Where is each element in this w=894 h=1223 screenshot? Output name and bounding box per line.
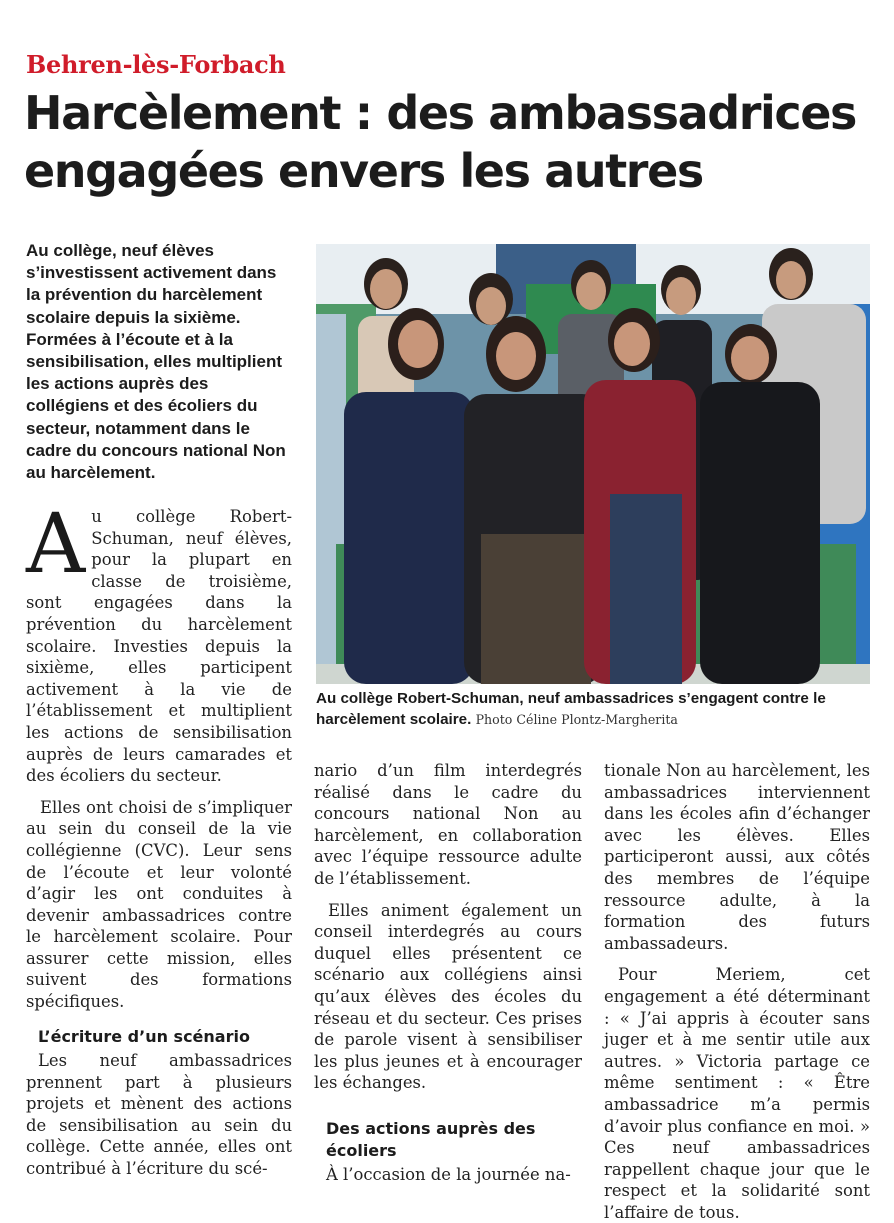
body-paragraph: tionale Non au harcèlement, les ambassadrices interviennent dans les écoles afin d’échanger avec les élèves. Elles participeront aussi, aux côtés des membres de l’équipe ressource adulte, à la formation des futurs ambassadeurs. — [604, 761, 870, 953]
group-photo-illustration — [316, 244, 870, 684]
body-paragraph: nario d’un film interdegrés réalisé dans le cadre du concours national Non au harcèlement, en collaboration avec l’équipe ressource adulte de l’établissement. — [314, 761, 582, 888]
caption-text: Au collège Robert-Schuman, neuf ambassadrices s’engagent contre le harcèlement scolaire. — [316, 690, 826, 728]
photo-caption — [316, 688, 876, 730]
body-column-2 — [314, 760, 582, 1094]
subhead-actions: Des actions auprès des écoliers — [326, 1119, 536, 1160]
article-kicker: Behren-lès-Forbach — [26, 50, 286, 79]
body-column-2-bottom — [314, 1164, 582, 1186]
body-paragraph: Les neuf ambassadrices prennent part à plusieurs projets et mènent des actions de sensibilisation au sein du collège. Cette année, elles ont contribué à l’écriture du scé- — [26, 1051, 292, 1178]
article-lede: Au collège, neuf élèves s’investissent activement dans la prévention du harcèlement scolaire depuis la sixième. Formées à l’écoute et à la sensibilisation, elles multiplient les actions auprès des collégiens et des écoliers du secteur, notamment dans le cadre du concours national Non au harcèlement. — [26, 241, 286, 483]
article-headline: Harcèlement : des ambassadrices engagées envers les autres — [24, 86, 857, 198]
body-paragraph: Elles animent également un conseil interdegrés au cours duquel elles présentent ce scénario aux collégiens ainsi qu’aux élèves des écoles du réseau et du secteur. Ces prises de parole visent à sensibiliser les plus jeunes et à encourager les échanges. — [314, 900, 582, 1093]
body-paragraph: À l’occasion de la journée na- — [326, 1165, 571, 1184]
body-column-1 — [26, 497, 292, 1013]
drop-cap: A — [26, 497, 86, 592]
body-column-3 — [604, 760, 870, 1223]
body-paragraph: Au collège Robert-Schuman, neuf élèves, pour la plupart en classe de troisième, sont engagées dans la prévention du harcèlement scolaire. Investies depuis la sixième, elles participent activement à la vie de l’établissement et multiplient les actions de sensibilisation auprès de leurs camarades et des écoliers du secteur. — [26, 497, 292, 786]
body-paragraph: Pour Meriem, cet engagement a été déterminant : « J’ai appris à écouter sans juger et à me sentir utile aux autres. » Victoria partage ce même sentiment : « Être ambassadrice m’a permis d’avoir plus confiance en moi. » Ces neuf ambassadrices rappellent chaque jour que le respect et la solidarité sont l’affaire de tous. — [604, 965, 870, 1222]
body-column-1-bottom — [26, 1050, 292, 1180]
article-photo — [316, 244, 870, 684]
subhead-scenario: L’écriture d’un scénario — [38, 1027, 250, 1046]
body-paragraph: Elles ont choisi de s’impliquer au sein du conseil de la vie collégienne (CVC). Leur sens de l’écoute et leur volonté d’agir les ont conduites à devenir ambassadrices contre le harcèlement scolaire. Pour assurer cette mission, elles suivent des formations spécifiques. — [26, 797, 292, 1012]
photo-credit: Photo Céline Plontz-Margherita — [475, 712, 678, 727]
